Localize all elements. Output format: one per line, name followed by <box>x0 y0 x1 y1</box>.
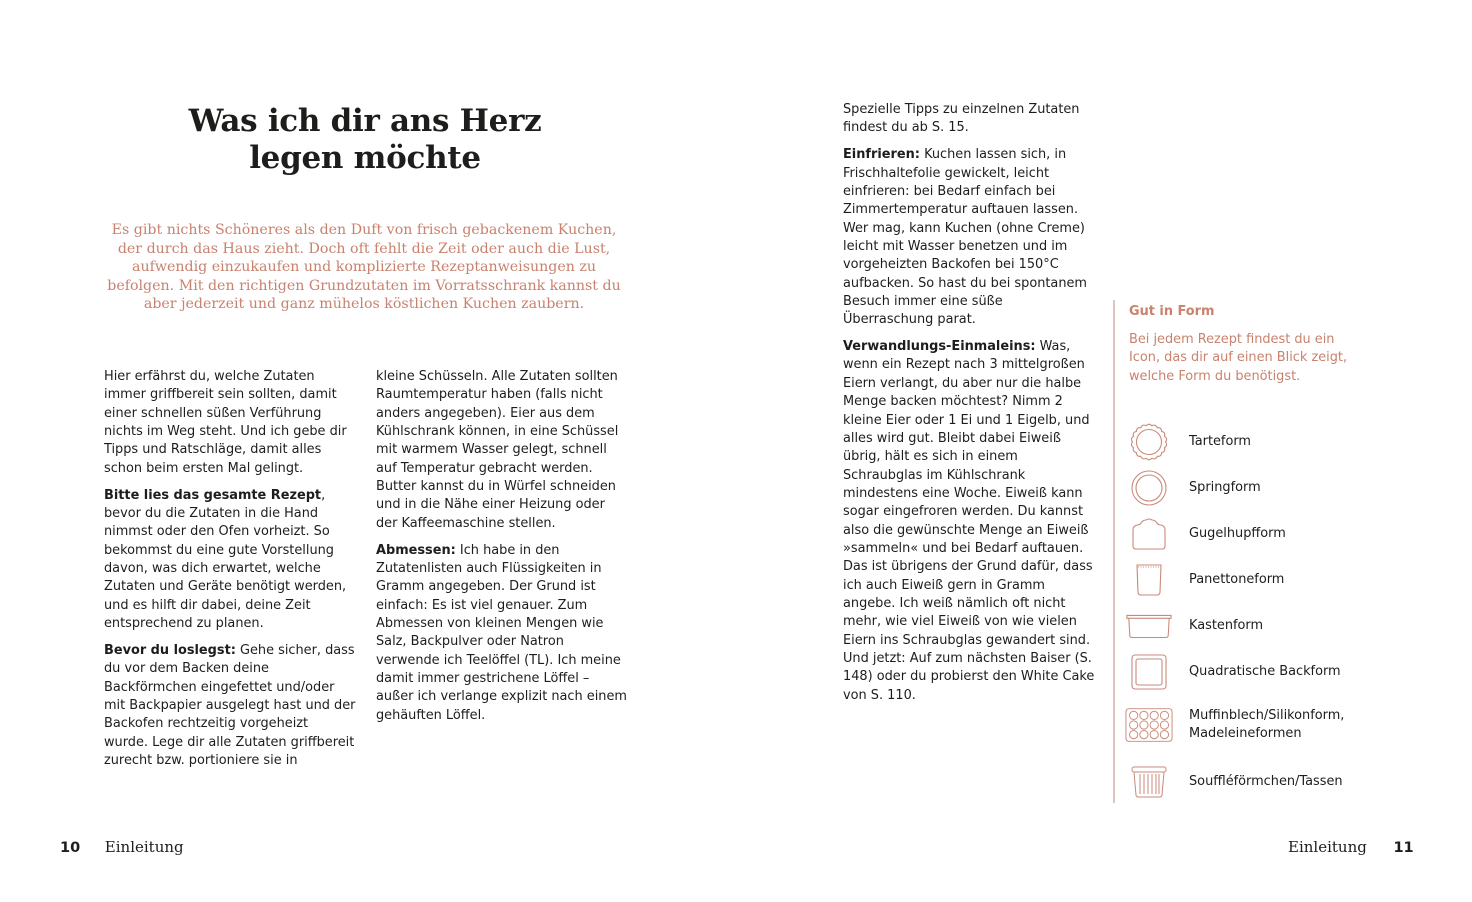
muffin-cup <box>1150 730 1158 738</box>
page-number: 10 <box>60 840 81 856</box>
form-label-line-1: Muffinblech/Silikonform, <box>1189 707 1345 723</box>
sidebar-heading: Gut in Form <box>1129 304 1215 319</box>
form-label: Quadratische Backform <box>1189 663 1341 679</box>
muffin-cup <box>1130 730 1138 738</box>
muffin-cup <box>1130 721 1138 729</box>
form-item-tarteform <box>1113 420 1373 464</box>
muffin-tin-icon <box>1125 703 1173 747</box>
tart-pan-icon <box>1125 420 1173 464</box>
paragraph: Spezielle Tipps zu einzelnen Zutaten findest du ab S. 15. <box>843 102 1080 136</box>
paragraph-lead: Einfrieren: <box>843 147 920 163</box>
form-label: Gugelhupfform <box>1189 525 1286 541</box>
form-label: Springform <box>1189 479 1261 495</box>
panettone-mold-icon <box>1125 558 1173 602</box>
paragraph <box>843 146 1095 329</box>
form-item-souffleformchen <box>1113 760 1373 804</box>
sidebar-text: Bei jedem Rezept findest du ein Icon, das dir auf einen Blick zeigt, welche Form du benötigst. <box>1129 332 1348 384</box>
page-number: 11 <box>1393 840 1414 856</box>
form-label <box>1189 707 1344 744</box>
paragraph: kleine Schüsseln. Alle Zutaten sollten Raumtemperatur haben (falls nicht anders angegeben). Eier aus dem Kühlschrank können, in eine Schüssel mit warmem Wasser gelegt, schnell auf Temperatur gebracht werden. Butter kannst du in Würfel schneiden und in die Nähe einer Heizung oder der Kaffeemaschine stellen. <box>376 369 619 531</box>
muffin-cup <box>1160 730 1168 738</box>
paragraph <box>104 487 356 634</box>
muffin-cup <box>1140 711 1148 719</box>
section-name: Einleitung <box>1288 838 1367 856</box>
form-item-muffinblech <box>1113 703 1373 747</box>
paragraph-lead: Bitte lies das gesamte Rezept <box>104 487 322 503</box>
muffin-cup <box>1150 711 1158 719</box>
paragraph-lead: Bevor du loslegst: <box>104 642 236 658</box>
page-title <box>130 103 600 177</box>
muffin-cup <box>1140 721 1148 729</box>
paragraph-text: Gehe sicher, dass du vor dem Backen deine Backförmchen eingefettet und/oder mit Backpapier ausgelegt hast und der Backofen rechtzeitig vorgeheizt wurde. Lege dir alle Zutaten griffbereit zurecht bzw. portioniere sie in <box>104 642 356 768</box>
left-folio <box>60 838 184 856</box>
form-item-quadratische-backform <box>1113 650 1373 694</box>
paragraph <box>376 542 628 725</box>
paragraph-text: Ich habe in den Zutatenlisten auch Flüssigkeiten in Gramm angegeben. Der Grund ist einfach: Es ist viel genauer. Zum Abmessen von kleinen Mengen wie Salz, Backpulver oder Natron verwende ich Teelöffel (TL). Ich meine damit immer gestrichene Löffel – außer ich verlange explizit nach einem gehäuften Löffel. <box>376 542 627 723</box>
springform-pan-icon <box>1125 466 1173 510</box>
form-label: Souffléförmchen/Tassen <box>1189 773 1343 789</box>
loaf-pan-icon <box>1125 604 1173 648</box>
form-item-kastenform <box>1113 604 1373 648</box>
form-label: Tarteform <box>1189 433 1251 449</box>
muffin-cup <box>1150 721 1158 729</box>
form-label: Panettoneform <box>1189 571 1285 587</box>
paragraph: Hier erfährst du, welche Zutaten immer griffbereit sein sollten, damit einer schnellen süßen Verführung nichts im Weg steht. Und ich gebe dir Tipps und Ratschläge, damit alles schon beim ersten Mal gelingt. <box>104 369 347 476</box>
form-item-panettoneform <box>1113 558 1373 602</box>
ramekin-icon <box>1125 760 1173 804</box>
paragraph-text: Kuchen lassen sich, in Frischhaltefolie gewickelt, leicht einfrieren: bei Bedarf einfach bei Zimmertemperatur auftauen lassen. Wer mag, kann Kuchen (ohne Creme) leicht mit Wasser benetzen und im vorgeheizten Backofen bei 150°C aufbacken. So hast du bei spontanem Besuch immer eine süße Überraschung parat. <box>843 147 1087 328</box>
paragraph-lead: Abmessen: <box>376 542 456 558</box>
muffin-cup <box>1140 730 1148 738</box>
paragraph-text: , bevor du die Zutaten in die Hand nimmst oder den Ofen vorheizt. So bekommst du eine gute Vorstellung davon, was dich erwartet, welche Zutaten und Geräte benötigt werden, und es hilft dir dabei, deine Zeit entsprechend zu planen. <box>104 487 347 631</box>
paragraph <box>843 338 1095 705</box>
paragraph-lead: Verwandlungs-Einmaleins: <box>843 339 1036 355</box>
muffin-cup <box>1160 711 1168 719</box>
form-item-springform <box>1113 466 1373 510</box>
body-column-2 <box>376 368 628 734</box>
section-name: Einleitung <box>104 838 184 856</box>
intro-paragraph: Es gibt nichts Schöneres als den Duft von frisch gebackenem Kuchen, der durch das Haus zieht. Doch oft fehlt die Zeit oder auch die Lust, aufwendig einzukaufen und komplizierte Rezeptanweisungen zu befolgen. Mit den richtigen Grundzutaten im Vorratsschrank kannst du aber jederzeit und ganz mühelos köstlichen Kuchen zaubern. <box>107 222 621 312</box>
right-folio <box>1288 838 1414 856</box>
muffin-cup <box>1130 711 1138 719</box>
paragraph <box>104 642 356 770</box>
bundt-pan-icon <box>1125 512 1173 556</box>
form-item-gugelhupfform <box>1113 512 1373 556</box>
body-column-1 <box>104 368 356 779</box>
form-label-line-2: Madeleineformen <box>1189 726 1302 741</box>
muffin-cup <box>1160 721 1168 729</box>
title-line-2: legen möchte <box>249 140 481 176</box>
paragraph-text: Was, wenn ein Rezept nach 3 mittelgroßen Eiern verlangt, du aber nur die halbe Menge backen möchtest? Nimm 2 kleine Eier oder 1 Ei und 1 Eigelb, und alles wird gut. Bleibt dabei Eiweiß übrig, hält es sich in einem Schraubglas im Kühlschrank mindestens eine Woche. Eiweiß kann sogar eingefroren werden. Du kannst also die gewünschte Menge an Eiweiß »sammeln« und bei Bedarf auftauen. Das ist übrigens der Grund dafür, dass ich auch Eiweiß gern in Gramm angebe. Ich weiß nämlich oft nicht mehr, wie viel Eiweiß von wie vielen Eiern ins Schraubglas gewandert sind. Und jetzt: Auf zum nächsten Baiser (S. 148) oder du probierst den White Cake von S. 110. <box>843 339 1095 703</box>
body-column-3 <box>843 101 1095 714</box>
square-pan-icon <box>1125 650 1173 694</box>
title-line-1: Was ich dir ans Herz <box>188 103 542 139</box>
form-label: Kastenform <box>1189 617 1264 633</box>
